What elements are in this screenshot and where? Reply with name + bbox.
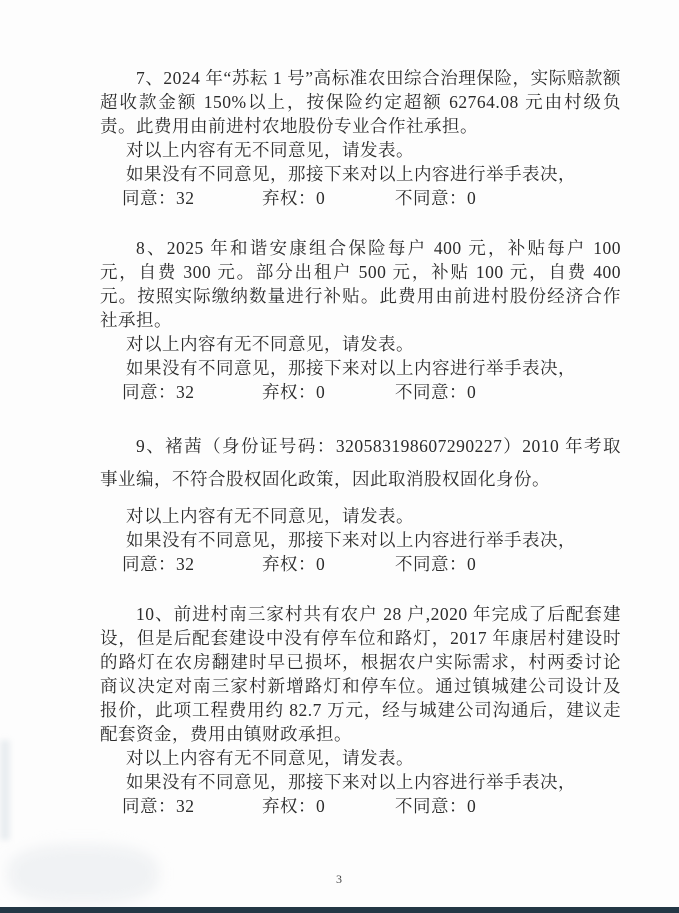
vote-agree — [122, 380, 262, 404]
vote-result-line — [100, 186, 621, 210]
vote-call-line: 如果没有不同意见，那接下来对以上内容进行举手表决， — [126, 358, 576, 378]
vote-call-line: 如果没有不同意见，那接下来对以上内容进行举手表决， — [126, 530, 576, 550]
vote-oppose-label: 不同意： — [395, 796, 467, 816]
vote-oppose — [395, 794, 476, 818]
vote-result-line — [100, 380, 621, 404]
vote-result-line — [100, 794, 621, 818]
vote-oppose-label: 不同意： — [395, 382, 467, 402]
vote-abstain-value: 0 — [316, 554, 326, 574]
vote-abstain-value: 0 — [316, 796, 326, 816]
ask-line: 对以上内容有无不同意见，请发表。 — [126, 506, 414, 526]
vote-abstain-value: 0 — [316, 188, 326, 208]
vote-agree-label: 同意： — [122, 382, 176, 402]
ask-line: 对以上内容有无不同意见，请发表。 — [126, 140, 414, 160]
vote-call-line: 如果没有不同意见，那接下来对以上内容进行举手表决， — [126, 164, 576, 184]
vote-oppose-label: 不同意： — [395, 188, 467, 208]
vote-oppose-value: 0 — [467, 796, 477, 816]
agenda-item-text: 10、前进村南三家村共有农户 28 户,2020 年完成了后配套建设，但是后配套建设中没有停车位和路灯，2017 年康居村建设时的路灯在农房翻建时早已损坏，根据农户实际需求，村两委讨论商议决定对南三家村新增路灯和停车位。通过镇城建公司设计及报价，此项工程费用约 82.7 万元，经与城建公司沟通后，建议走配套资金，费用由镇财政承担。 — [100, 604, 621, 744]
vote-oppose-value: 0 — [467, 554, 477, 574]
vote-oppose — [395, 552, 476, 576]
agenda-item-text: 8、2025 年和谐安康组合保险每户 400 元，补贴每户 100 元，自费 300 元。部分出租户 500 元，补贴 100 元，自费 400 元。按照实际缴纳数量进行补贴。此费用由前进村股份经济合作社承担。 — [100, 238, 621, 330]
vote-call-line: 如果没有不同意见，那接下来对以上内容进行举手表决， — [126, 772, 576, 792]
vote-agree — [122, 552, 262, 576]
vote-abstain — [262, 552, 395, 576]
vote-agree-label: 同意： — [122, 188, 176, 208]
vote-abstain — [262, 794, 395, 818]
vote-abstain — [262, 186, 395, 210]
agenda-item-8 — [100, 236, 621, 404]
vote-oppose — [395, 380, 476, 404]
vote-abstain-label: 弃权： — [262, 554, 316, 574]
vote-agree-label: 同意： — [122, 796, 176, 816]
document-body — [100, 66, 621, 844]
ask-line: 对以上内容有无不同意见，请发表。 — [126, 334, 414, 354]
vote-agree-label: 同意： — [122, 554, 176, 574]
vote-oppose — [395, 186, 476, 210]
vote-agree-value: 32 — [176, 554, 195, 574]
vote-abstain-label: 弃权： — [262, 382, 316, 402]
page-number: 3 — [336, 872, 343, 886]
scan-smudge — [0, 740, 10, 840]
agenda-item-7 — [100, 66, 621, 210]
vote-abstain — [262, 380, 395, 404]
agenda-item-9 — [100, 430, 621, 576]
vote-agree — [122, 794, 262, 818]
agenda-item-text: 9、褚茜（身份证号码：320583198607290227）2010 年考取事业编，不符合股权固化政策，因此取消股权固化身份。 — [100, 436, 621, 489]
vote-agree-value: 32 — [176, 796, 195, 816]
vote-oppose-label: 不同意： — [395, 554, 467, 574]
vote-result-line — [100, 552, 621, 576]
ask-line: 对以上内容有无不同意见，请发表。 — [126, 748, 414, 768]
scan-edge-bar — [0, 907, 679, 913]
vote-agree-value: 32 — [176, 188, 195, 208]
vote-agree — [122, 186, 262, 210]
vote-oppose-value: 0 — [467, 382, 477, 402]
vote-abstain-label: 弃权： — [262, 796, 316, 816]
vote-oppose-value: 0 — [467, 188, 477, 208]
vote-abstain-label: 弃权： — [262, 188, 316, 208]
agenda-item-text: 7、2024 年“苏耘 1 号”高标准农田综合治理保险，实际赔款额超收款金额 150%以上，按保险约定超额 62764.08 元由村级负责。此费用由前进村农地股份专业合作社承担。 — [100, 68, 621, 136]
vote-agree-value: 32 — [176, 382, 195, 402]
vote-abstain-value: 0 — [316, 382, 326, 402]
agenda-item-10 — [100, 602, 621, 818]
